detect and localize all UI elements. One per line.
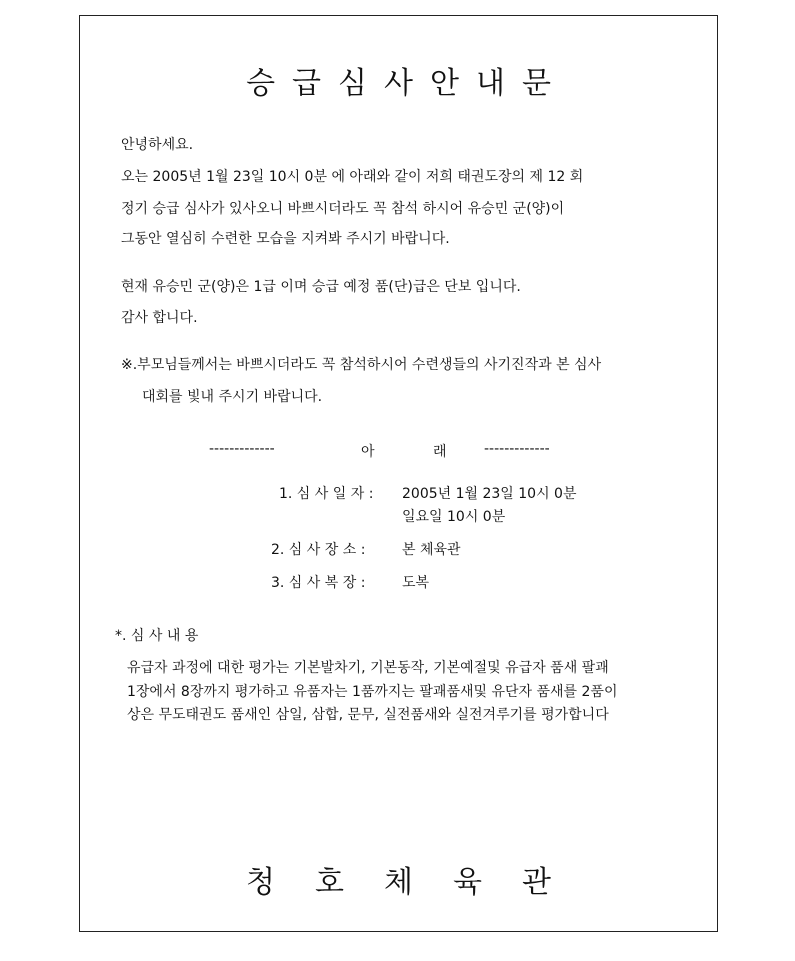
content-line-3: 상은 무도태권도 품새인 삼일, 삼합, 문무, 실전품새와 실전겨루기를 평가합니다: [127, 707, 609, 723]
item-value-date-2: 일요일 10시 0분: [402, 509, 506, 525]
divider-left: -------------: [209, 441, 275, 457]
thanks-line: 감사 합니다.: [121, 310, 198, 326]
divider-word-1: 아: [361, 444, 375, 460]
divider-word-2: 래: [433, 444, 447, 460]
document-title: 승급심사안내문: [246, 66, 568, 101]
item-label-place: 2. 심 사 장 소 :: [271, 542, 366, 558]
document-page: [79, 15, 718, 932]
content-line-2: 1장에서 8장까지 평가하고 유품자는 1품까지는 팔괘품새및 유단자 품새를 2품이: [127, 684, 618, 700]
content-heading: *. 심 사 내 용: [115, 628, 199, 644]
footer-organization: 청호체육관: [246, 865, 591, 900]
greeting: 안녕하세요.: [121, 137, 194, 153]
item-label-date: 1. 심 사 일 자 :: [279, 486, 374, 502]
content-line-1: 유급자 과정에 대한 평가는 기본발차기, 기본동작, 기본예절및 유급자 품새 팔괘: [127, 660, 609, 676]
note-line-1: ※.부모님들께서는 바쁘시더라도 꼭 참석하시어 수련생들의 사기진작과 본 심사: [121, 357, 602, 373]
item-value-date: 2005년 1월 23일 10시 0분: [402, 486, 577, 502]
intro-line-2: 정기 승급 심사가 있사오니 바쁘시더라도 꼭 참석 하시어 유승민 군(양)이: [121, 201, 565, 217]
intro-line-3: 그동안 열심히 수련한 모습을 지켜봐 주시기 바랍니다.: [121, 231, 450, 247]
item-value-place: 본 체육관: [402, 542, 461, 558]
item-label-attire: 3. 심 사 복 장 :: [271, 575, 366, 591]
item-value-attire: 도복: [402, 575, 430, 591]
intro-line-1: 오는 2005년 1월 23일 10시 0분 에 아래와 같이 저희 태권도장의 제 12 회: [121, 169, 584, 185]
divider-right: -------------: [484, 441, 550, 457]
status-line: 현재 유승민 군(양)은 1급 이며 승급 예정 품(단)급은 단보 입니다.: [121, 279, 521, 295]
note-line-2: 대회를 빛내 주시기 바랍니다.: [142, 389, 323, 405]
